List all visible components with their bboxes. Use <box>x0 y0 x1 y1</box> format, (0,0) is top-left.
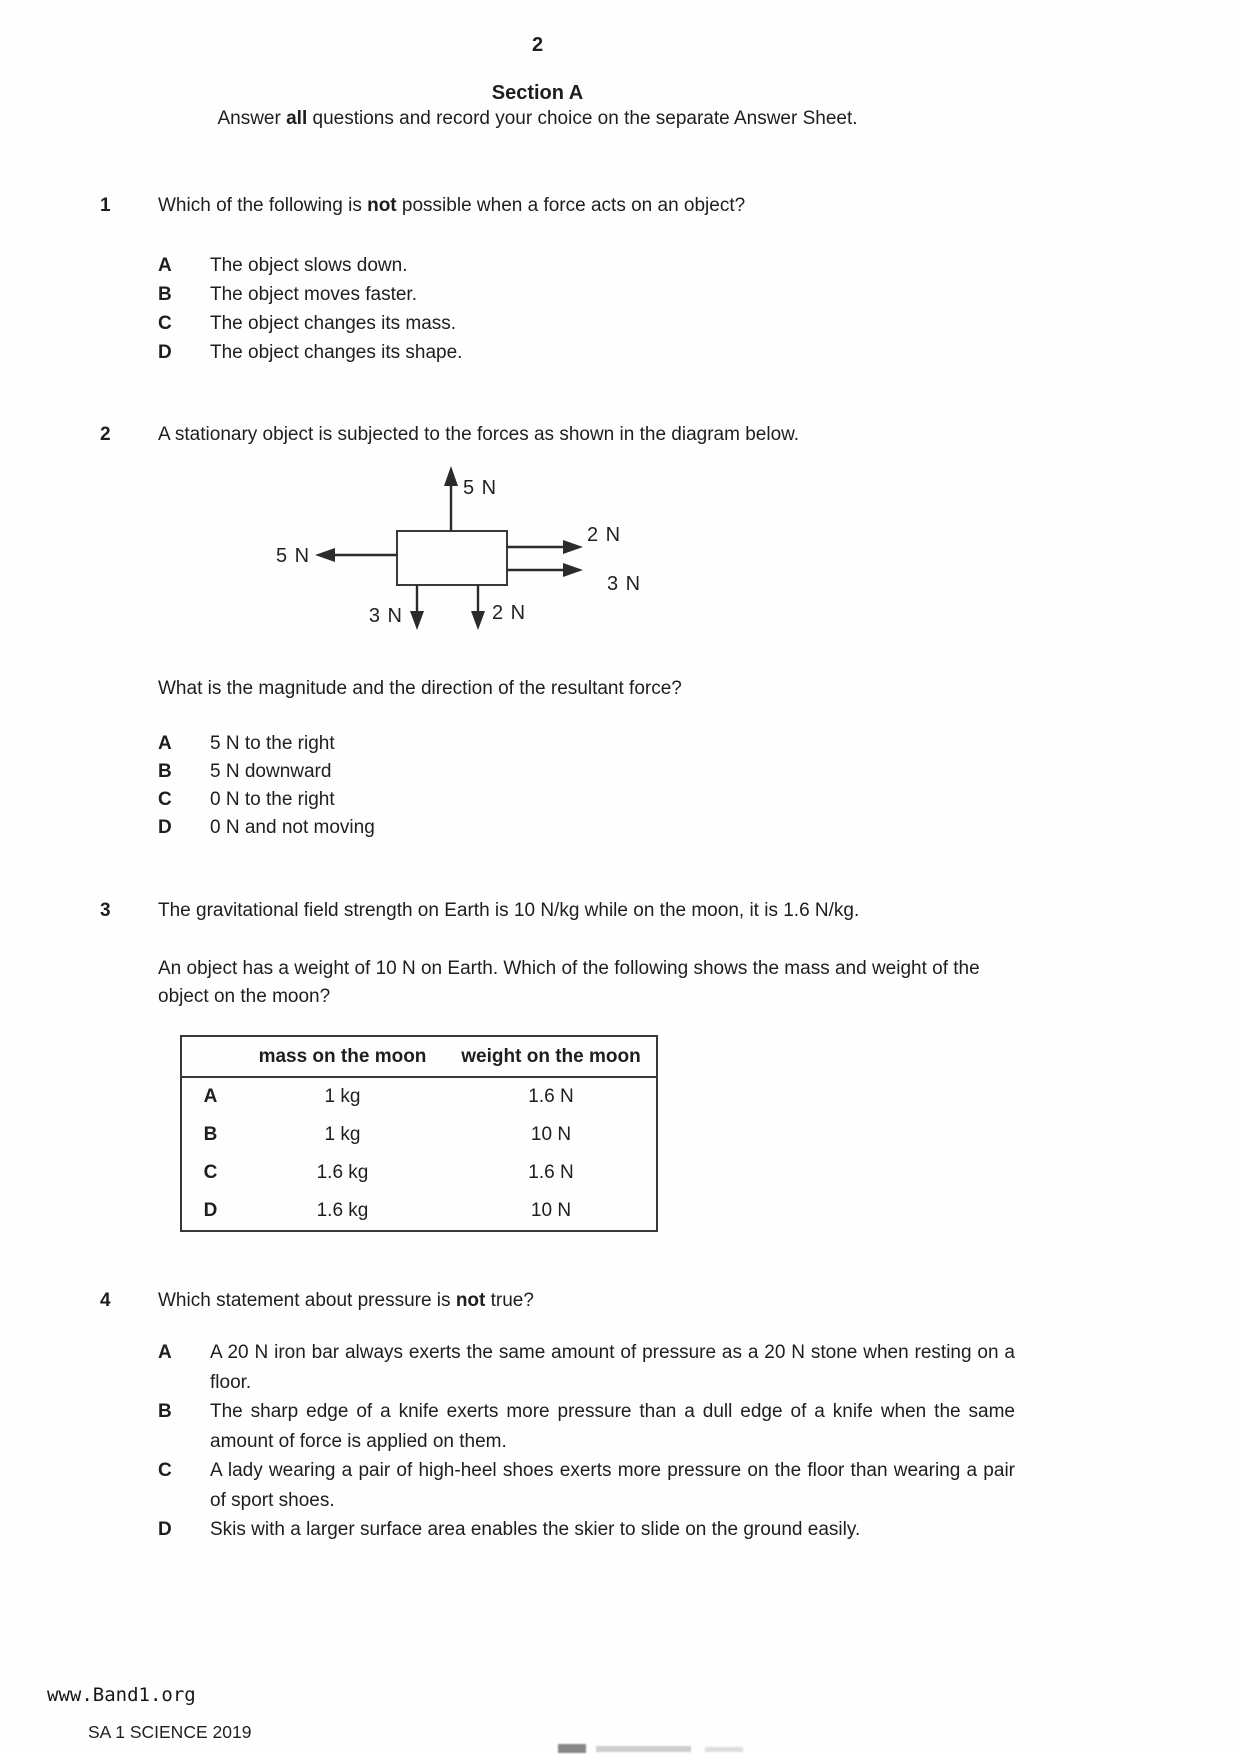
page-number: 2 <box>531 34 544 56</box>
scan-artifact <box>558 1744 743 1753</box>
q4-text-post: true? <box>485 1290 534 1311</box>
moon-table <box>180 1035 658 1232</box>
option-letter: C <box>158 789 172 810</box>
option-letter: D <box>158 1519 172 1540</box>
table-cell-mass: 1.6 kg <box>316 1162 369 1183</box>
option-text: The object changes its mass. <box>210 313 457 334</box>
option-letter: D <box>158 342 172 363</box>
force-label-right-upper: 2 N <box>587 524 622 546</box>
option-row <box>158 1397 1018 1456</box>
question-text: The gravitational field strength on Earth is 10 N/kg while on the moon, it is 1.6 N/kg. <box>158 900 860 921</box>
force-label-up: 5 N <box>463 477 498 499</box>
q4-text-pre: Which statement about pressure is <box>158 1290 456 1311</box>
object-box <box>397 531 507 585</box>
force-label-right-lower: 3 N <box>607 573 642 595</box>
option-letter: A <box>158 1342 172 1363</box>
table-cell-mass: 1 kg <box>324 1086 361 1107</box>
force-diagram <box>270 462 660 640</box>
question-1 <box>100 193 1060 219</box>
table-row <box>181 1192 657 1231</box>
option-text: A 20 N iron bar always exerts the same amount of pressure as a 20 N stone when resting on a floor. <box>210 1342 1015 1393</box>
option-letter: B <box>158 1401 172 1422</box>
option-text: The object changes its shape. <box>210 342 463 363</box>
section-title: Section A <box>491 82 584 104</box>
option-row <box>158 280 1058 309</box>
question-number: 1 <box>100 195 111 216</box>
table-row <box>181 1077 657 1116</box>
option-text: A lady wearing a pair of high-heel shoes exerts more pressure on the floor than wearing a pair of sport shoes. <box>210 1460 1015 1511</box>
options-list-q1 <box>158 251 1058 367</box>
option-text: The sharp edge of a knife exerts more pressure than a dull edge of a knife when the same amount of force is applied on them. <box>210 1401 1015 1452</box>
section-instruction <box>0 108 1075 130</box>
option-text: 5 N to the right <box>210 733 335 754</box>
instruction-pre: Answer <box>217 108 287 129</box>
footer-website: www.Band1.org <box>47 1684 196 1706</box>
table-header-mass: mass on the moon <box>239 1036 446 1077</box>
q4-text-bold: not <box>455 1290 486 1311</box>
option-row <box>158 758 1058 786</box>
option-row <box>158 251 1058 280</box>
option-text: Skis with a larger surface area enables the skier to slide on the ground easily. <box>210 1519 861 1540</box>
table-row <box>181 1116 657 1154</box>
question-number: 2 <box>100 424 111 445</box>
question-3-paragraph: An object has a weight of 10 N on Earth. Which of the following shows the mass and weight of the object on the moon? <box>158 958 980 1007</box>
question-text <box>158 1288 1090 1314</box>
right-upper-arrow-icon <box>507 540 583 554</box>
option-row <box>158 1338 1018 1397</box>
table-cell-weight: 1.6 N <box>528 1162 574 1183</box>
force-label-down-right: 2 N <box>492 602 527 624</box>
option-letter: C <box>158 313 172 334</box>
down-left-arrow-icon <box>410 585 424 630</box>
option-text: 0 N and not moving <box>210 817 375 838</box>
force-label-down-left: 3 N <box>368 605 403 627</box>
option-letter: B <box>158 284 172 305</box>
table-cell-weight: 1.6 N <box>528 1086 574 1107</box>
option-letter: C <box>158 1460 172 1481</box>
table-cell-mass: 1 kg <box>324 1124 361 1145</box>
option-row <box>158 309 1058 338</box>
footer-paper-code: SA 1 SCIENCE 2019 <box>88 1722 252 1742</box>
option-row <box>158 1456 1018 1515</box>
q1-text-bold: not <box>367 195 397 216</box>
option-text: The object slows down. <box>210 255 408 276</box>
question-2 <box>100 422 1060 448</box>
option-letter: D <box>158 817 172 838</box>
option-row <box>158 338 1058 367</box>
option-text: 5 N downward <box>210 761 332 782</box>
question-2-subtext: What is the magnitude and the direction of the resultant force? <box>158 678 682 699</box>
instruction-bold-word: all <box>286 108 308 129</box>
option-letter: A <box>158 255 172 276</box>
question-4 <box>100 1288 1090 1314</box>
option-row <box>158 786 1058 814</box>
table-header-weight: weight on the moon <box>446 1036 657 1077</box>
table-cell-weight: 10 N <box>530 1200 572 1221</box>
instruction-post: questions and record your choice on the separate Answer Sheet. <box>307 108 858 129</box>
question-3 <box>100 898 1090 924</box>
table-header-blank <box>181 1036 239 1077</box>
q1-text-pre: Which of the following is <box>158 195 368 216</box>
question-number: 3 <box>100 900 111 921</box>
options-list-q4 <box>158 1338 1018 1545</box>
table-cell-mass: 1.6 kg <box>316 1200 369 1221</box>
table-cell-letter: D <box>203 1200 218 1221</box>
table-cell-letter: B <box>203 1124 218 1145</box>
question-text: A stationary object is subjected to the forces as shown in the diagram below. <box>158 424 800 445</box>
option-text: 0 N to the right <box>210 789 335 810</box>
down-right-arrow-icon <box>471 585 485 630</box>
question-number: 4 <box>100 1290 111 1311</box>
options-list-q2 <box>158 730 1058 842</box>
table-header-row <box>181 1036 657 1077</box>
option-row <box>158 814 1058 842</box>
left-arrow-icon <box>315 548 397 562</box>
option-row <box>158 730 1058 758</box>
q1-text-post: possible when a force acts on an object? <box>396 195 746 216</box>
right-lower-arrow-icon <box>507 563 583 577</box>
option-text: The object moves faster. <box>210 284 417 305</box>
option-letter: B <box>158 761 172 782</box>
table-cell-letter: A <box>203 1086 218 1107</box>
table-cell-weight: 10 N <box>530 1124 572 1145</box>
force-label-left: 5 N <box>276 545 311 567</box>
option-letter: A <box>158 733 172 754</box>
question-text <box>158 193 1060 219</box>
up-arrow-icon <box>444 466 458 531</box>
table-row <box>181 1154 657 1192</box>
option-row <box>158 1515 1018 1545</box>
table-cell-letter: C <box>203 1162 218 1183</box>
